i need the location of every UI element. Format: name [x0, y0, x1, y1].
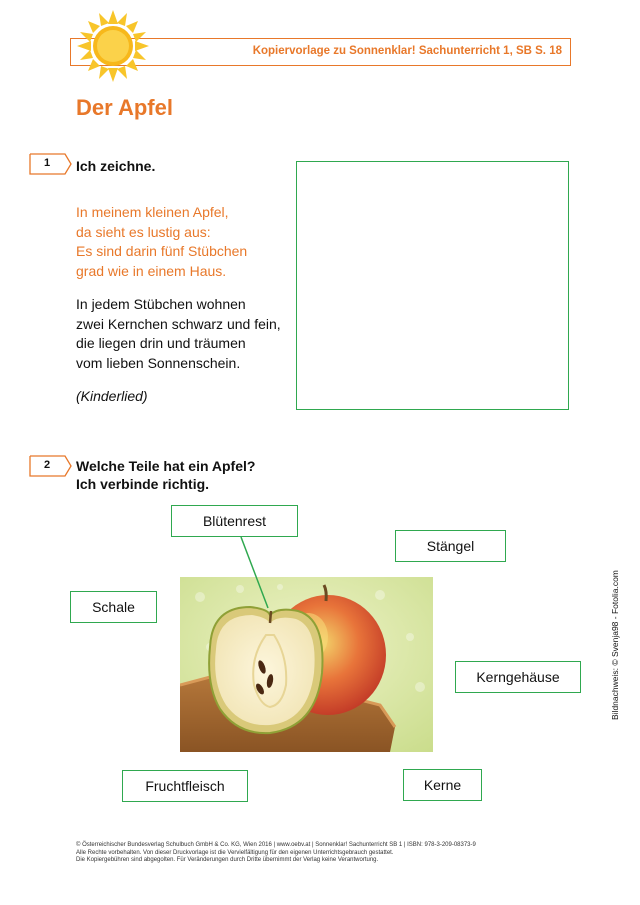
apple-photo	[180, 577, 433, 752]
label-staengel[interactable]: Stängel	[395, 530, 506, 562]
label-bluetenrest[interactable]: Blütenrest	[171, 505, 298, 537]
footer	[76, 842, 476, 865]
poem-line: zwei Kernchen schwarz und fein,	[76, 315, 281, 332]
poem-line: In jedem Stübchen wohnen	[76, 296, 246, 312]
poem-line: vom lieben Sonnenschein.	[76, 354, 241, 371]
task2-instruction	[76, 457, 255, 493]
worksheet-reference: Kopiervorlage zu Sonnenklar! Sachunterricht 1, SB S. 18	[252, 45, 562, 57]
task-number-marker	[29, 455, 73, 477]
poem-source: (Kinderlied)	[76, 388, 148, 404]
poem-line: grad wie in einem Haus.	[76, 262, 227, 279]
label-kerngehaeuse[interactable]: Kerngehäuse	[455, 661, 581, 693]
task2-instruction-line2: Ich verbinde richtig.	[76, 476, 210, 492]
poem-verse-1	[76, 203, 247, 281]
task-number: 2	[43, 459, 51, 471]
footer-line: © Österreichischer Bundesverlag Schulbuch GmbH & Co. KG, Wien 2016 | www.oebv.at | Sonnenklar! Sachunterricht SB 1 | ISBN: 978-3-209-08373-9	[76, 842, 476, 848]
poem-verse-2	[76, 295, 281, 373]
task-number: 1	[43, 157, 51, 169]
poem-line: die liegen drin und träumen	[76, 335, 246, 351]
page-title: Der Apfel	[76, 95, 173, 120]
task1-instruction: Ich zeichne.	[76, 158, 156, 174]
task-number-marker	[29, 153, 73, 175]
task2-instruction-line1: Welche Teile hat ein Apfel?	[76, 458, 256, 474]
footer-line: Die Kopiergebühren sind abgegolten. Für Veränderungen durch Dritte übernimmt der Verlag keine Verantwortung.	[76, 857, 379, 863]
image-credit-text: Bildnachweis: © Svenja98 - Fotolia.com	[610, 570, 620, 720]
label-schale[interactable]: Schale	[70, 591, 157, 623]
sun-icon	[70, 8, 156, 84]
poem-line: da sieht es lustig aus:	[76, 223, 211, 240]
drawing-area[interactable]	[296, 161, 569, 410]
label-kerne[interactable]: Kerne	[403, 769, 482, 801]
footer-line: Alle Rechte vorbehalten. Von dieser Druckvorlage ist die Vervielfältigung für den eigenen Unterrichtsgebrauch gestattet.	[76, 849, 394, 856]
poem-line: In meinem kleinen Apfel,	[76, 204, 229, 220]
poem-line: Es sind darin fünf Stübchen	[76, 243, 248, 259]
label-fruchtfleisch[interactable]: Fruchtfleisch	[122, 770, 248, 802]
